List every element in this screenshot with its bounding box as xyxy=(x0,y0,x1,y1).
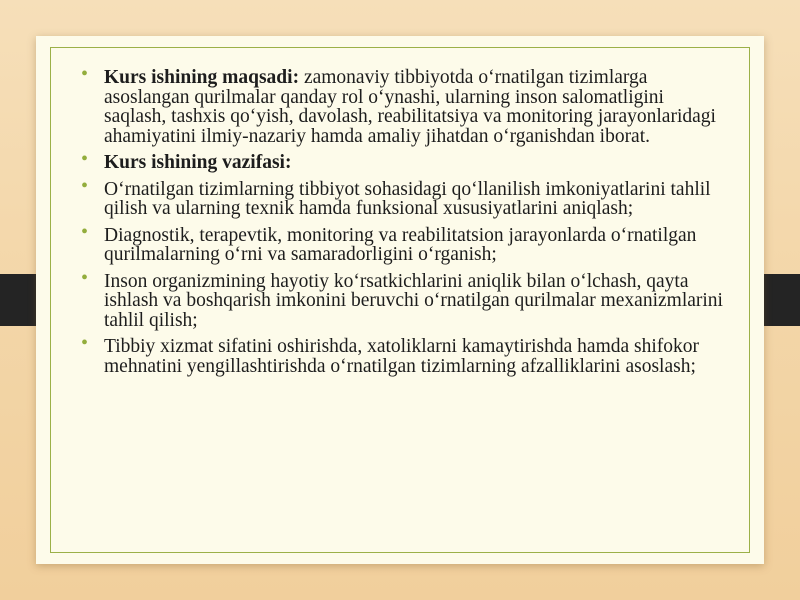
bullet-text: Inson organizmining hayotiy ko‘rsatkichlarini aniqlik bilan o‘lchash, qayta ishlash va boshqarish imkonini beruvchi o‘rnatilgan qurilmalar mexanizmlarini tahlil qilish; xyxy=(104,270,723,331)
bullet-lead: Kurs ishining vazifasi: xyxy=(104,152,292,173)
bullet-dot-icon: • xyxy=(81,220,89,243)
bullet-text: Diagnostik, terapevtik, monitoring va reabilitatsion jarayonlarda o‘rnatilgan qurilmalarning o‘rni va samaradorligini o‘rganish; xyxy=(104,224,697,265)
bullet-item-task-4 xyxy=(78,332,728,377)
bullet-lead: Kurs ishining maqsadi: xyxy=(104,67,300,88)
right-side-tab xyxy=(764,274,800,326)
bullet-item-goal xyxy=(78,63,728,147)
bullet-item-task-3 xyxy=(78,266,728,331)
bullet-item-task-1 xyxy=(78,174,728,219)
bullet-list xyxy=(78,63,728,383)
bullet-dot-icon: • xyxy=(81,174,89,197)
bullet-text: O‘rnatilgan tizimlarning tibbiyot sohasidagi qo‘llanilish imkoniyatlarini tahlil qilish va ularning texnik hamda funksional xususiyatlarini aniqlash; xyxy=(104,178,711,219)
bullet-dot-icon: • xyxy=(81,332,89,354)
bullet-dot-icon: • xyxy=(81,266,89,289)
bullet-dot-icon: • xyxy=(81,148,89,170)
bullet-item-task-2 xyxy=(78,220,728,265)
left-side-tab xyxy=(0,274,36,326)
bullet-dot-icon: • xyxy=(81,63,89,85)
bullet-text: Tibbiy xizmat sifatini oshirishda, xatoliklarni kamaytirishda hamda shifokor mehnatini yengillashtirishda o‘rnatilgan tizimlarning afzalliklarini asoslash; xyxy=(104,336,700,377)
bullet-item-task-heading xyxy=(78,148,728,173)
bullet-text: zamonaviy tibbiyotda o‘rnatilgan tizimlarga asoslangan qurilmalar qanday rol o‘ynashi, ularning inson salomatligini saqlash, tashxis qo‘yish, davolash, reabilitatsiya va monitoring jarayonlaridagi ahamiyatini ilmiy-nazariy hamda amaliy jihatdan o‘rganishdan iborat. xyxy=(104,67,716,147)
